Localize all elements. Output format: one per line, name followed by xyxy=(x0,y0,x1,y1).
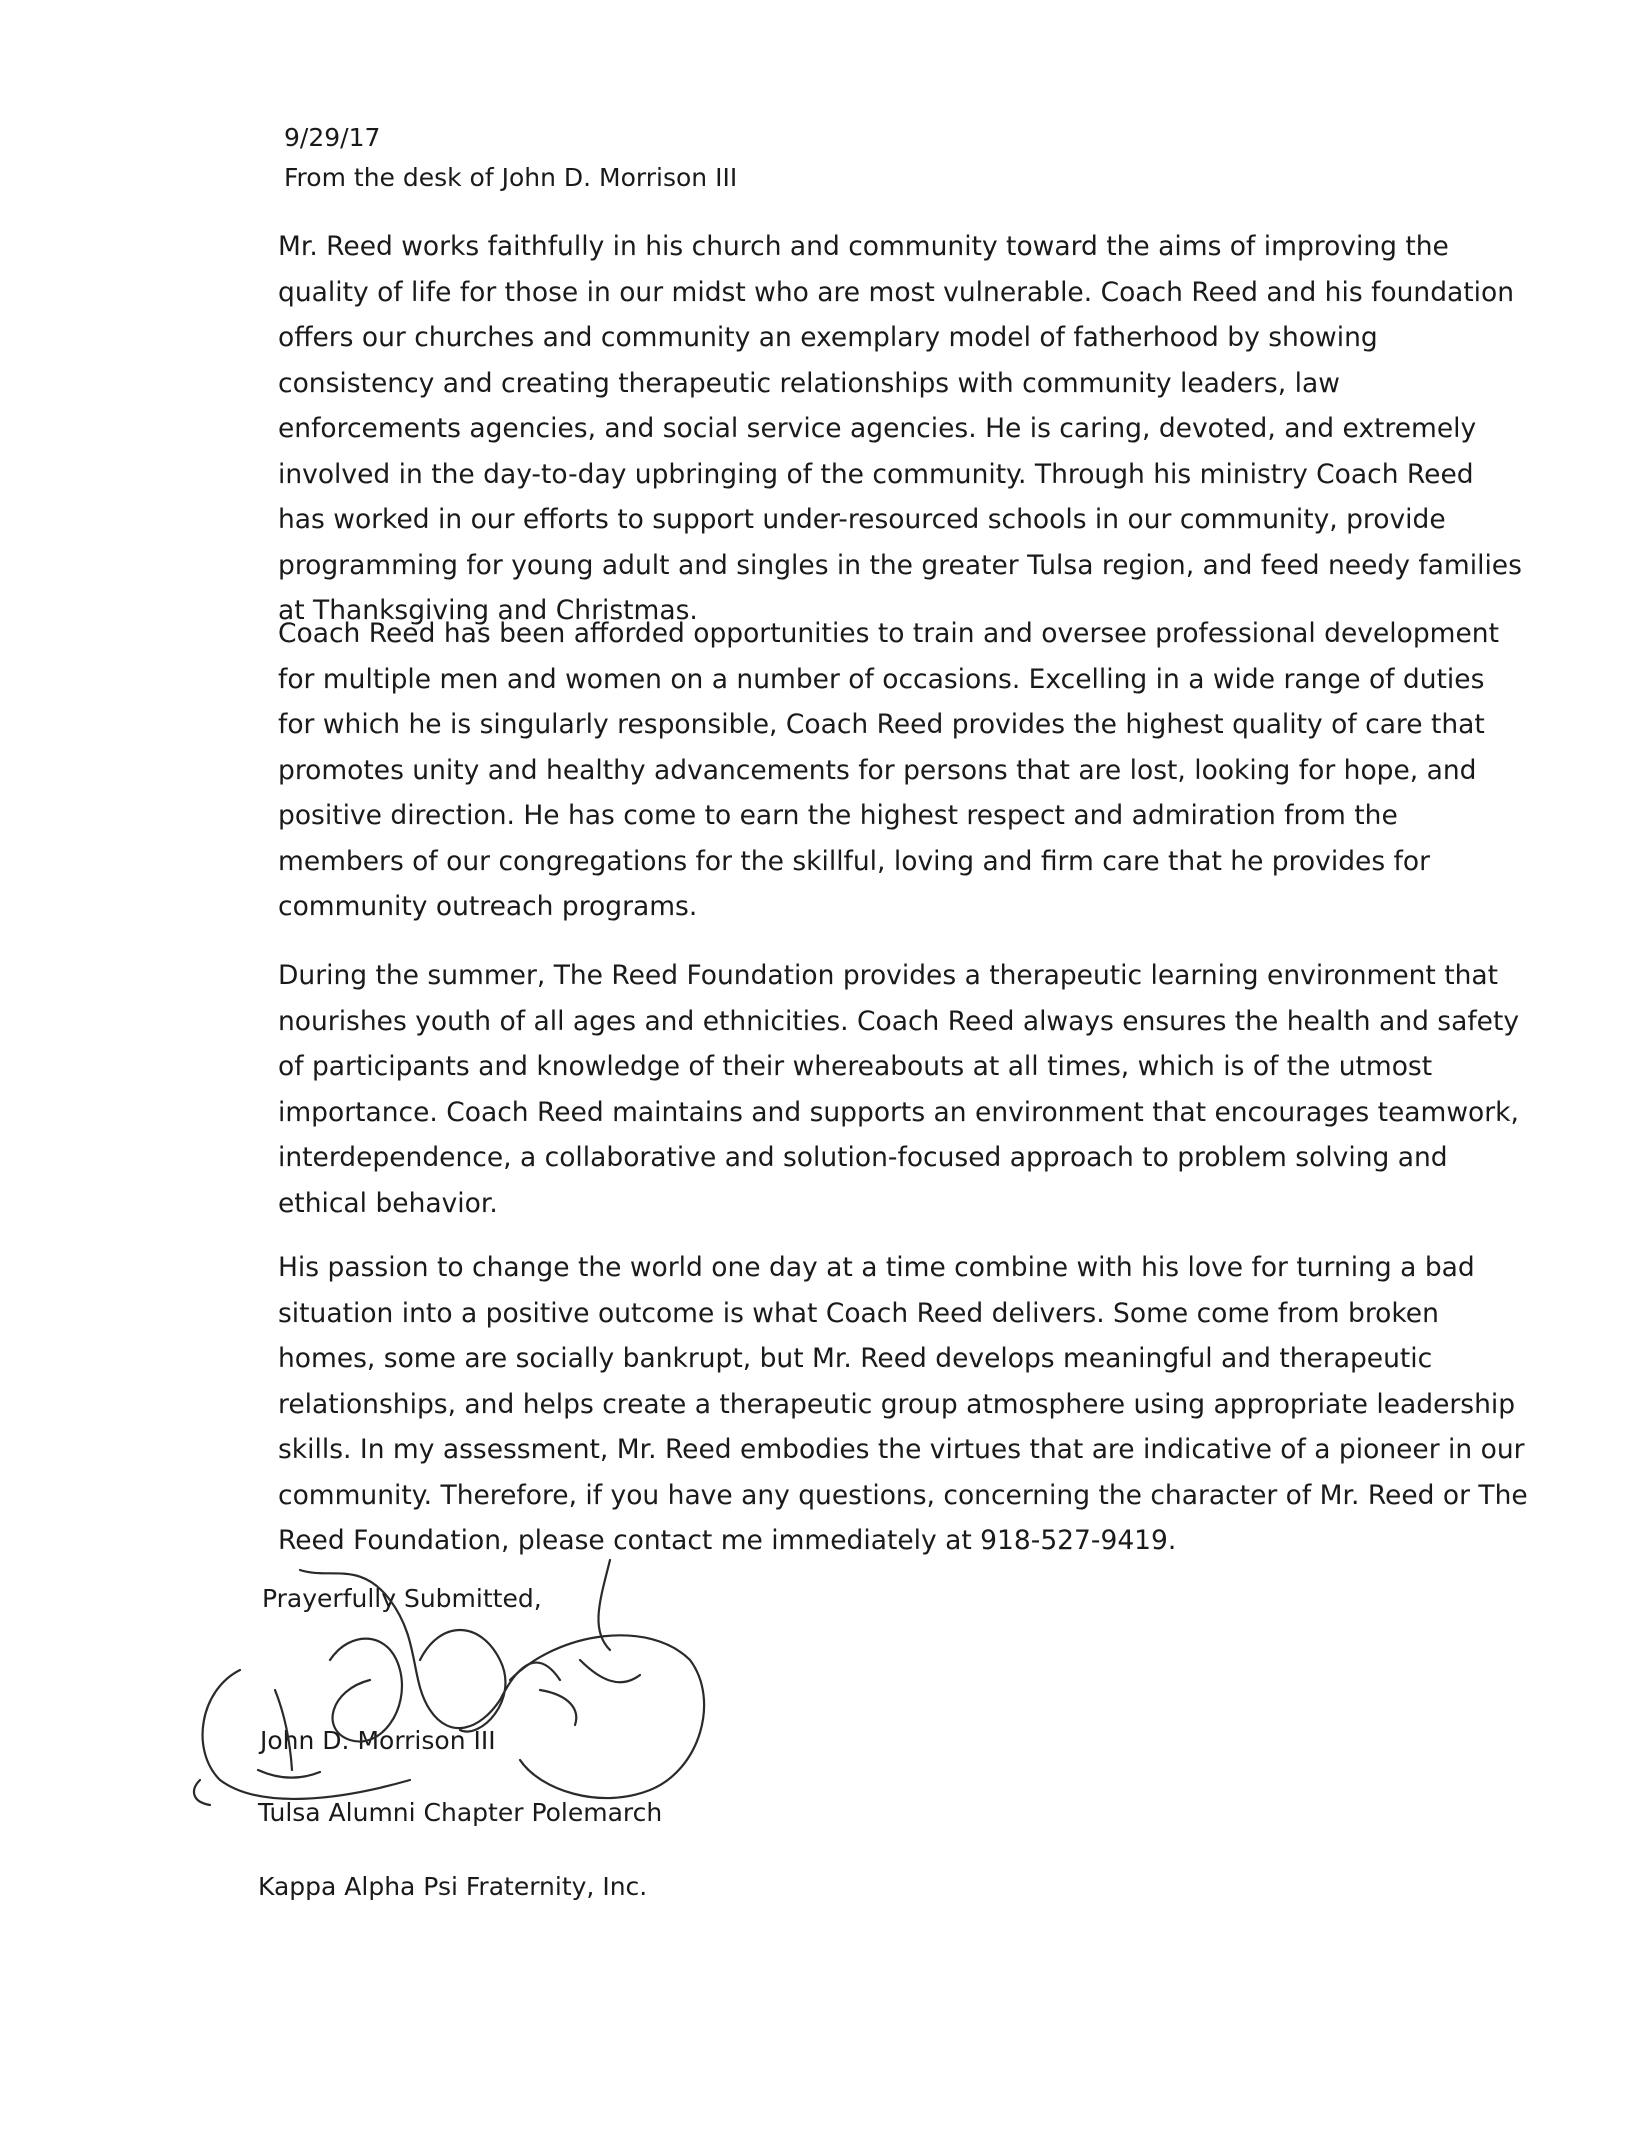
paragraph-2: Coach Reed has been afforded opportunities to train and oversee professional development for multiple men and women on a number of occasions. Excelling in a wide range of duties for which he is singularly responsible, Coach Reed provides the highest quality of care that promotes unity and healthy advancements for persons that are lost, looking for hope, and positive direction. He has come to earn the highest respect and admiration from the members of our congregations for the skillful, loving and firm care that he provides for community outreach programs. xyxy=(278,618,1499,922)
signature-icon xyxy=(180,1540,740,1810)
letter-header xyxy=(284,118,737,198)
organization-name: Kappa Alpha Psi Fraternity, Inc. xyxy=(258,1872,648,1901)
signer-name: John D. Morrison III xyxy=(260,1726,496,1755)
paragraph-4: His passion to change the world one day at a time combine with his love for turning a bad situation into a positive outcome is what Coach Reed delivers. Some come from broken homes, some are socially bankrupt, but Mr. Reed develops meaningful and therapeutic relationships, and helps create a therapeutic group atmosphere using appropriate leadership skills. In my assessment, Mr. Reed embodies the virtues that are indicative of a pioneer in our community. Therefore, if you have any questions, concerning the character of Mr. Reed or The Reed Foundation, please contact me immediately at 918-527-9419. xyxy=(278,1252,1528,1556)
from-line: From the desk of John D. Morrison III xyxy=(284,163,738,192)
closing-salutation: Prayerfully Submitted, xyxy=(262,1584,542,1613)
paragraph-3: During the summer, The Reed Foundation provides a therapeutic learning environment that nourishes youth of all ages and ethnicities. Coach Reed always ensures the health and safety of participants and knowledge of their whereabouts at all times, which is of the utmost importance. Coach Reed maintains and supports an environment that encourages teamwork, interdependence, a collaborative and solution-focused approach to problem solving and ethical behavior. xyxy=(278,960,1520,1219)
signer-title: Tulsa Alumni Chapter Polemarch xyxy=(258,1798,663,1827)
paragraph-1: Mr. Reed works faithfully in his church and community toward the aims of improving the quality of life for those in our midst who are most vulnerable. Coach Reed and his foundation offers our churches and community an exemplary model of fatherhood by showing consistency and creating therapeutic relationships with community leaders, law enforcements agencies, and social service agencies. He is caring, devoted, and extremely involved in the day-to-day upbringing of the community. Through his ministry Coach Reed has worked in our efforts to support under-resourced schools in our community, provide programming for young adult and singles in the greater Tulsa region, and feed needy families at Thanksgiving and Christmas. xyxy=(278,231,1522,626)
letter-date: 9/29/17 xyxy=(284,123,381,152)
